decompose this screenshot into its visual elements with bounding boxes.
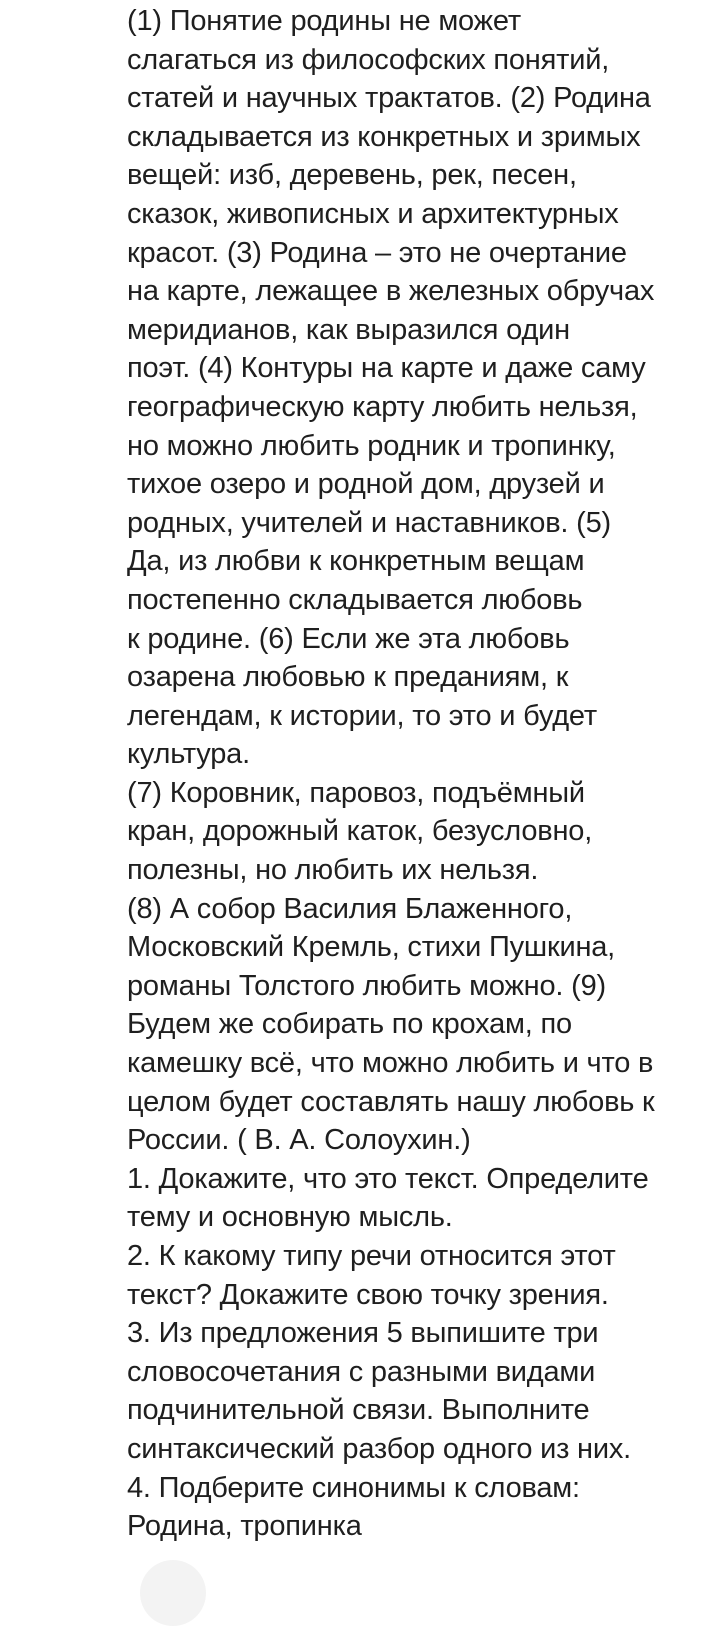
text-line: культура. <box>127 738 250 771</box>
text-line: тихое озеро и родной дом, друзей и <box>127 468 605 501</box>
text-line: складывается из конкретных и зримых <box>127 120 641 153</box>
text-line: меридианов, как выразился один <box>127 313 570 346</box>
text-line: Московский Кремль, стихи Пушкина, <box>127 931 616 964</box>
text-line: целом будет составлять нашу любовь к <box>127 1085 655 1118</box>
text-line: красот. (3) Родина – это не очертание <box>127 236 627 269</box>
text-line: словосочетания с разными видами <box>127 1355 596 1388</box>
text-line: Будем же собирать по крохам, по <box>127 1008 572 1041</box>
text-line: (1) Понятие родины не может <box>127 5 521 37</box>
text-line: сказок, живописных и архитектурных <box>127 197 619 230</box>
text-line: статей и научных трактатов. (2) Родина <box>127 82 651 115</box>
text-line: романы Толстого любить можно. (9) <box>127 969 606 1002</box>
text-line: постепенно складывается любовь <box>127 583 583 616</box>
text-line: родных, учителей и наставников. (5) <box>127 506 611 539</box>
text-line: (7) Коровник, паровоз, подъёмный <box>127 776 585 809</box>
text-line: поэт. (4) Контуры на карте и даже саму <box>127 352 646 385</box>
text-line: России. ( В. А. Солоухин.) <box>127 1124 471 1157</box>
text-line: 2. К какому типу речи относится этот <box>127 1240 616 1272</box>
text-line: но можно любить родник и тропинку, <box>127 429 616 462</box>
text-line: текст? Докажите свою точку зрения. <box>127 1278 609 1311</box>
text-line: тему и основную мысль. <box>127 1201 453 1234</box>
text-line: (8) А собор Василия Блаженного, <box>127 892 573 925</box>
text-line: географическую карту любить нельзя, <box>127 390 638 423</box>
text-line: синтаксический разбор одного из них. <box>127 1432 632 1465</box>
text-line: камешку всё, что можно любить и что в <box>127 1047 654 1080</box>
text-line: 3. Из предложения 5 выпишите три <box>127 1317 599 1350</box>
text-line: Да, из любви к конкретным вещам <box>127 545 585 578</box>
text-line: подчинительной связи. Выполните <box>127 1394 590 1427</box>
text-line: 4. Подберите синонимы к словам: <box>127 1471 580 1504</box>
document-text <box>127 0 707 1546</box>
text-line: на карте, лежащее в железных обручах <box>127 275 655 308</box>
partial-circle-shape <box>140 1560 206 1626</box>
text-line: полезны, но любить их нельзя. <box>127 854 539 887</box>
text-line: 1. Докажите, что это текст. Определите <box>127 1162 649 1195</box>
text-line: озарена любовью к преданиям, к <box>127 661 569 694</box>
text-line: кран, дорожный каток, безусловно, <box>127 815 593 848</box>
text-line: слагаться из философских понятий, <box>127 43 610 76</box>
text-line: легендам, к истории, то это и будет <box>127 699 597 732</box>
text-line: вещей: изб, деревень, рек, песен, <box>127 159 577 192</box>
text-line: к родине. (6) Если же эта любовь <box>127 622 570 655</box>
text-line: Родина, тропинка <box>127 1510 362 1543</box>
